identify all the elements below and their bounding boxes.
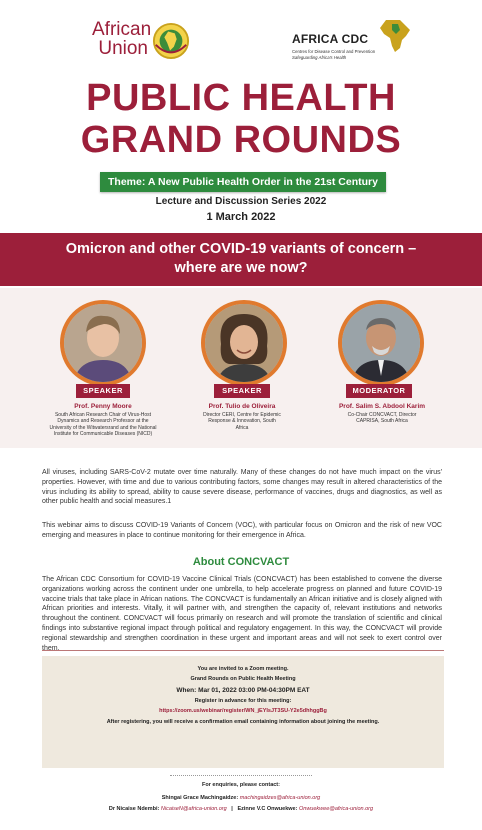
cdc-subtitle: Centres for Disease Control and Prevention (292, 49, 376, 54)
role-badge-speaker-2: SPEAKER (214, 384, 270, 398)
intro-paragraph: All viruses, including SARS-CoV-2 mutate over time naturally. Many of these changes do not have much impact on the virus' properties. However, with time and due to various contributing factors, some changes may result in altered characteristics of the virus including its ability to spread, ability to cause severe disease, performance of vaccines, drugs and diagnostics, as well as other public health and social measures.1 (42, 469, 442, 506)
speaker-desc-3 (322, 412, 442, 425)
person-avatar-icon (64, 304, 142, 382)
zoom-when: When: Mar 01, 2022 03:00 PM-04:30PM EAT (176, 687, 310, 694)
about-paragraph: The African CDC Consortium for COVID-19 Vaccine Clinical Trials (CONCVACT) has been established to convene the diverse organizations working across the continent under one umbrella, to help accelerate progress on planned and future COVID-19 vaccine trials that take place in African nations. The CONCVACT is fundamentally an African initiative and is closely aligned with African priorities and interests. Vitally, it will partner with, and strengthen the capacity of, relevant institutions and networks throughout the continent. CONCVACT will focus primarily on research and will promote the translation of scientific and clinical findings into substantive regional impact through political and regulatory engagement. In this way, the CONCVACT will provide regional stewardship and strengthen coordination in these urgent and important areas and will not seek to exert control over them. (42, 576, 442, 652)
au-logo-text: African Union (92, 19, 152, 59)
african-union-logo (92, 20, 212, 64)
topic-line-1: Omicron and other COVID-19 variants of concern – (65, 241, 417, 257)
speaker-desc-3-line: Co-Chair CONCVACT, Director (347, 412, 417, 418)
speakers-section (0, 288, 482, 448)
speaker-desc-2-line: Director CERI, Centre for Epidemic (203, 412, 281, 418)
topic-line-2: where are we now? (174, 260, 308, 276)
zoom-invite-text: You are invited to a Zoom meeting. (197, 666, 289, 672)
contact-name: Dr Nicaise Ndembi: (108, 806, 160, 812)
contact-name: Shingai Grace Machingaidze: (161, 795, 239, 801)
role-badge-speaker-1: SPEAKER (76, 384, 130, 398)
topic-title (0, 240, 482, 278)
speaker-photo-penny-moore (60, 300, 146, 386)
about-heading: About CONCVACT (192, 556, 290, 568)
speaker-photo-salim-abdool-karim (338, 300, 424, 386)
speaker-desc-2 (182, 412, 302, 431)
speaker-desc-1 (23, 412, 183, 437)
divider (170, 775, 312, 777)
speaker-name-2: Prof. Tulio de Oliveira (208, 403, 276, 410)
person-avatar-icon (342, 304, 420, 382)
contact-email-link[interactable]: NicaiseN@africa-union.org (160, 806, 227, 812)
speaker-desc-2-line: Response & Innovation, South (208, 418, 276, 425)
cdc-title: AFRICA CDC (292, 32, 369, 46)
person-avatar-icon (205, 304, 283, 382)
zoom-register-text: Register in advance for this meeting: (194, 698, 292, 704)
title-line-1: PUBLIC HEALTH (86, 77, 396, 119)
speaker-desc-2-line: Africa (235, 424, 249, 431)
contact-line-2 (0, 806, 482, 812)
topic-banner (0, 233, 482, 286)
contact-name: Ezinne V.C Onwuekwe: (237, 806, 298, 812)
divider (42, 650, 444, 651)
speaker-desc-1-line: South African Research Chair of Virus-Host (54, 412, 152, 418)
zoom-after-register: After registering, you will receive a confirmation email containing information about joining the meeting. (106, 719, 380, 725)
contact-email-link[interactable]: machingaidzes@africa-union.org (239, 795, 321, 801)
zoom-register-link[interactable]: https://zoom.us/webinar/register/WN_jEYIsJT3SU-Y2e5dhhggBg (159, 708, 327, 714)
zoom-invite-box (42, 656, 444, 768)
cdc-tagline: Safeguarding Africa's Health (292, 55, 347, 60)
speaker-name-1: Prof. Penny Moore (74, 403, 132, 410)
event-date: 1 March 2022 (206, 211, 276, 223)
series-text: Lecture and Discussion Series 2022 (155, 196, 327, 207)
contact-email-link[interactable]: Onwuekwee@africa-union.org (298, 806, 374, 812)
africa-map-icon (378, 18, 412, 54)
theme-bar: Theme: A New Public Health Order in the 21st Century (100, 172, 386, 192)
contact-separator: | (231, 806, 233, 812)
title-line-2: GRAND ROUNDS (80, 119, 402, 161)
speaker-photo-tulio-de-oliveira (201, 300, 287, 386)
contact-line-1 (0, 795, 482, 801)
zoom-meeting-name: Grand Rounds on Public Health Meeting (190, 676, 296, 682)
webinar-aims-paragraph: This webinar aims to discuss COVID-19 Variants of Concern (VOC), with particular focus on Omicron and the risk of new VOC emerging and measures in place to continue monitoring for their emergence in Africa. (42, 522, 442, 539)
africa-cdc-logo (292, 22, 442, 66)
speaker-desc-1-line: University of the Witwatersrand and the National (49, 424, 157, 431)
au-emblem-icon (152, 22, 190, 60)
speaker-name-3: Prof. Salim S. Abdool Karim (338, 403, 426, 410)
enquiries-heading: For enquiries, please contact: (202, 782, 280, 788)
speaker-desc-3-line: CAPRISA, South Africa (356, 418, 408, 425)
role-badge-moderator: MODERATOR (346, 384, 412, 398)
speaker-desc-1-line: Institute for Communicable Diseases (NICD) (53, 430, 153, 437)
speaker-desc-1-line: Dynamics and Research Professor at the (57, 418, 149, 425)
